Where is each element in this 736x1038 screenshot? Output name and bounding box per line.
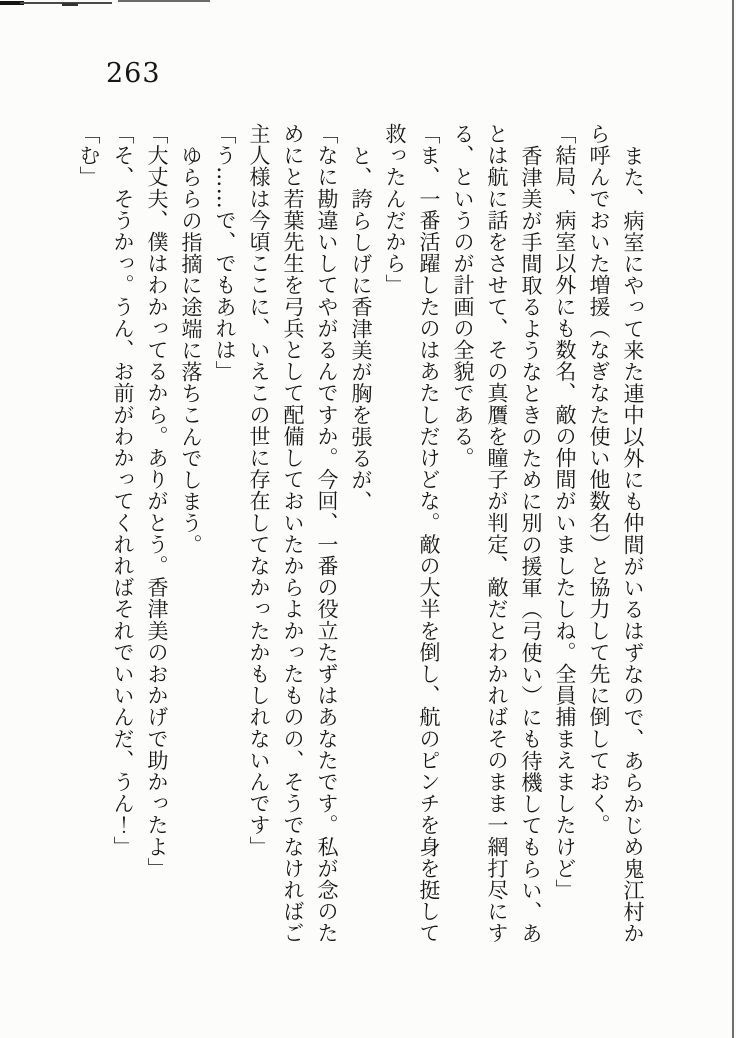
paragraph: 「なに勘違いしてやがるんですか。今回、一番の役立たずはあなたです。私が念のためにと若葉先生を弓兵として配備しておいたからよかったものの、そうでなければご主人様は今頃ここに、いえこの世に存在してなかったかもしれないんです」: [247, 123, 339, 944]
page-number: 263: [106, 58, 161, 89]
page-edge-line: [732, 0, 734, 1038]
paragraph: 「む」: [77, 123, 101, 188]
paragraph: 「結局、病室以外にも数名、敵の仲間がいましたしね。全員捕まえましたけど」: [553, 123, 577, 901]
scan-artifact-line: [20, 2, 112, 4]
paragraph: 「大丈夫、僕はわかってるから。ありがとう。香津美のおかげで助かったよ」: [145, 123, 169, 879]
scan-artifact-line: [62, 3, 78, 6]
paragraph: と、誇らしげに香津美が胸を張るが、: [349, 144, 373, 512]
paragraph: 「そ、そうかっ。うん、お前がわかってくれればそれでいいんだ、うん！」: [111, 123, 135, 858]
paragraph: また、病室にやって来た連中以外にも仲間がいるはずなので、あらかじめ鬼江村から呼んでおいた増援（なぎなた使い他数名）と協力して先に倒しておく。: [587, 123, 645, 944]
paragraph: ゆららの指摘に途端に落ちこんでしまう。: [179, 144, 203, 555]
text-block: [72, 123, 650, 945]
scan-artifact-line: [0, 1, 24, 5]
paragraph: 「う……で、でもあれは」: [213, 123, 237, 383]
paragraph: 「ま、一番活躍したのはあたしだけどな。敵の大半を倒し、航のピンチを身を挺して救ったんだから」: [383, 123, 441, 944]
paragraph: 香津美が手間取るようなときのために別の援軍（弓使い）にも待機してもらい、あとは航に話をさせて、その真贋を瞳子が判定、敵だとわかればそのまま一網打尽にする、というのが計画の全貌である。: [451, 123, 543, 944]
scan-artifact-line: [118, 0, 210, 2]
